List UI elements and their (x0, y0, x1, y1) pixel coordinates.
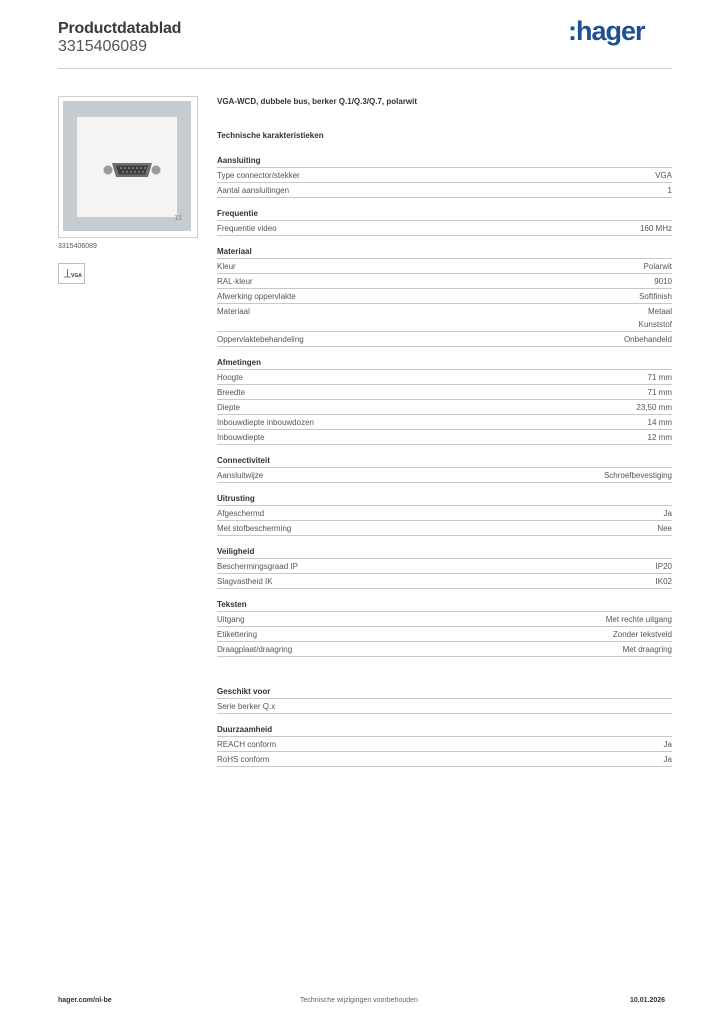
spec-row (217, 332, 672, 347)
vga-symbol-label: VGA (71, 273, 82, 279)
tech-heading: Technische karakteristieken (217, 131, 324, 140)
spec-value-line: Schroefbevestiging (603, 471, 672, 480)
footer-date: 10.01.2026 (630, 997, 666, 1004)
spec-label: RoHS conform (217, 755, 270, 764)
header-divider (58, 68, 672, 69)
spec-row (217, 259, 672, 274)
spec-row (217, 521, 672, 536)
spec-value (648, 371, 672, 384)
spec-value-line: Met rechte uitgang (605, 615, 672, 624)
spec-section (217, 494, 672, 536)
spec-label: Aantal aansluitingen (217, 186, 290, 195)
spec-value-line: Softfinish (639, 292, 672, 301)
spec-value (636, 401, 672, 414)
spec-row (217, 168, 672, 183)
spec-label: Met stofbescherming (217, 524, 292, 533)
spec-value (656, 575, 672, 588)
spec-label: Afgeschermd (217, 509, 265, 518)
spec-row (217, 289, 672, 304)
logo-text: hager (576, 16, 645, 46)
spec-section (217, 209, 672, 236)
spec-value (648, 416, 672, 429)
spec-label: Afwerking oppervlakte (217, 292, 296, 301)
spec-label: Inbouwdiepte inbouwdozen (217, 418, 314, 427)
section-heading: Connectiviteit (217, 456, 672, 468)
spec-value-line: 9010 (654, 277, 672, 286)
spec-value-line: Kunststof (638, 320, 672, 329)
spec-label: Uitgang (217, 615, 245, 624)
spec-label: Inbouwdiepte (217, 433, 265, 442)
spec-row (217, 221, 672, 236)
spec-row (217, 274, 672, 289)
section-heading: Materiaal (217, 247, 672, 259)
spec-value (664, 738, 672, 751)
spec-value-line: Onbehandeld (623, 335, 672, 344)
spec-row (217, 559, 672, 574)
spec-label: Materiaal (217, 307, 250, 316)
spec-section (217, 547, 672, 589)
spec-row (217, 574, 672, 589)
spec-value (644, 260, 672, 273)
spec-label: RAL-kleur (217, 277, 253, 286)
spec-section (217, 247, 672, 347)
spec-label: Breedte (217, 388, 246, 397)
cover-plate (63, 101, 191, 231)
spec-row (217, 699, 672, 714)
spec-section (217, 687, 672, 714)
spec-value (654, 275, 672, 288)
section-heading: Aansluiting (217, 156, 672, 168)
spec-value (639, 290, 672, 303)
spec-row (217, 430, 672, 445)
section-heading: Geschikt voor (217, 687, 672, 699)
spec-value (639, 305, 672, 331)
spec-label: Beschermingsgraad IP (217, 562, 298, 571)
spec-value-line: Nee (657, 524, 672, 533)
image-caption: 3315406089 (58, 243, 97, 250)
spec-value-line: 23,50 mm (636, 403, 672, 412)
document-title: Productdatablad (58, 20, 182, 37)
section-heading: Veiligheid (217, 547, 672, 559)
spec-section (217, 456, 672, 483)
spec-value-line: 1 (667, 186, 672, 195)
spec-row (217, 612, 672, 627)
spec-value-line: 14 mm (647, 418, 672, 427)
spec-value-line: Ja (663, 740, 672, 749)
section-heading: Frequentie (217, 209, 672, 221)
spec-value (623, 643, 672, 656)
spec-section (217, 358, 672, 445)
footer-website[interactable]: hager.com/nl-be (58, 997, 112, 1004)
spec-value (640, 222, 672, 235)
spec-row (217, 642, 672, 657)
vga-symbol-icon (58, 263, 85, 284)
spec-row (217, 468, 672, 483)
product-details (217, 96, 672, 778)
spec-value-line: Metaal (647, 307, 672, 316)
product-number: 3315406089 (58, 38, 147, 55)
spec-row (217, 304, 672, 332)
spec-value-line: 160 MHz (639, 224, 672, 233)
section-heading: Afmetingen (217, 358, 672, 370)
spec-value-line: Polarwit (643, 262, 672, 271)
spec-label: Serie berker Q.x (217, 702, 276, 711)
spec-value-line: Met draagring (622, 645, 672, 654)
spec-value (624, 333, 672, 346)
spec-label: Oppervlaktebehandeling (217, 335, 304, 344)
section-heading: Uitrusting (217, 494, 672, 506)
section-heading: Duurzaamheid (217, 725, 672, 737)
spec-value (606, 613, 672, 626)
spec-row (217, 627, 672, 642)
spec-label: Kleur (217, 262, 236, 271)
spec-label: Etikettering (217, 630, 258, 639)
spec-label: Aansluitwijze (217, 471, 264, 480)
spec-value (604, 469, 672, 482)
footer-notice: Technische wijzigingen voorbehouden (300, 997, 418, 1004)
spec-label: Draagplaat/draagring (217, 645, 293, 654)
spec-value-line: IK02 (655, 577, 672, 586)
product-image (58, 96, 198, 238)
image-mark: 15 (174, 215, 182, 222)
spec-value (613, 628, 672, 641)
spec-value-line: Ja (663, 509, 672, 518)
spec-value (668, 184, 672, 197)
spec-row (217, 400, 672, 415)
spec-value (664, 507, 672, 520)
spec-row (217, 737, 672, 752)
hager-logo: :hager (568, 16, 645, 46)
spec-row (217, 385, 672, 400)
spec-label: Frequentie video (217, 224, 277, 233)
spec-value (655, 169, 672, 182)
product-description: VGA-WCD, dubbele bus, berker Q.1/Q.3/Q.7, polarwit (217, 97, 418, 106)
spec-value-line: Zonder tekstveld (612, 630, 672, 639)
spec-row (217, 415, 672, 430)
spec-row (217, 370, 672, 385)
spec-sections (217, 156, 672, 767)
spec-section (217, 156, 672, 198)
spec-label: Diepte (217, 403, 241, 412)
spec-value (657, 522, 672, 535)
spec-label: Slagvastheid IK (217, 577, 273, 586)
spec-value (648, 386, 672, 399)
spec-value-line: 12 mm (647, 433, 672, 442)
spec-value-line: IP20 (655, 562, 672, 571)
spec-value-line: 71 mm (647, 373, 672, 382)
spec-value-line: 71 mm (647, 388, 672, 397)
spec-value (648, 431, 672, 444)
spec-row (217, 183, 672, 198)
spec-value (656, 560, 672, 573)
spec-value-line: VGA (655, 171, 672, 180)
spec-section (217, 725, 672, 767)
spec-label: REACH conform (217, 740, 277, 749)
spec-row (217, 506, 672, 521)
spec-value (664, 753, 672, 766)
spec-label: Type connector/stekker (217, 171, 300, 180)
spec-value-line: Ja (663, 755, 672, 764)
spec-row (217, 752, 672, 767)
spec-label: Hoogte (217, 373, 243, 382)
vga-connector-icon (103, 160, 161, 180)
section-heading: Teksten (217, 600, 672, 612)
spec-section (217, 600, 672, 657)
